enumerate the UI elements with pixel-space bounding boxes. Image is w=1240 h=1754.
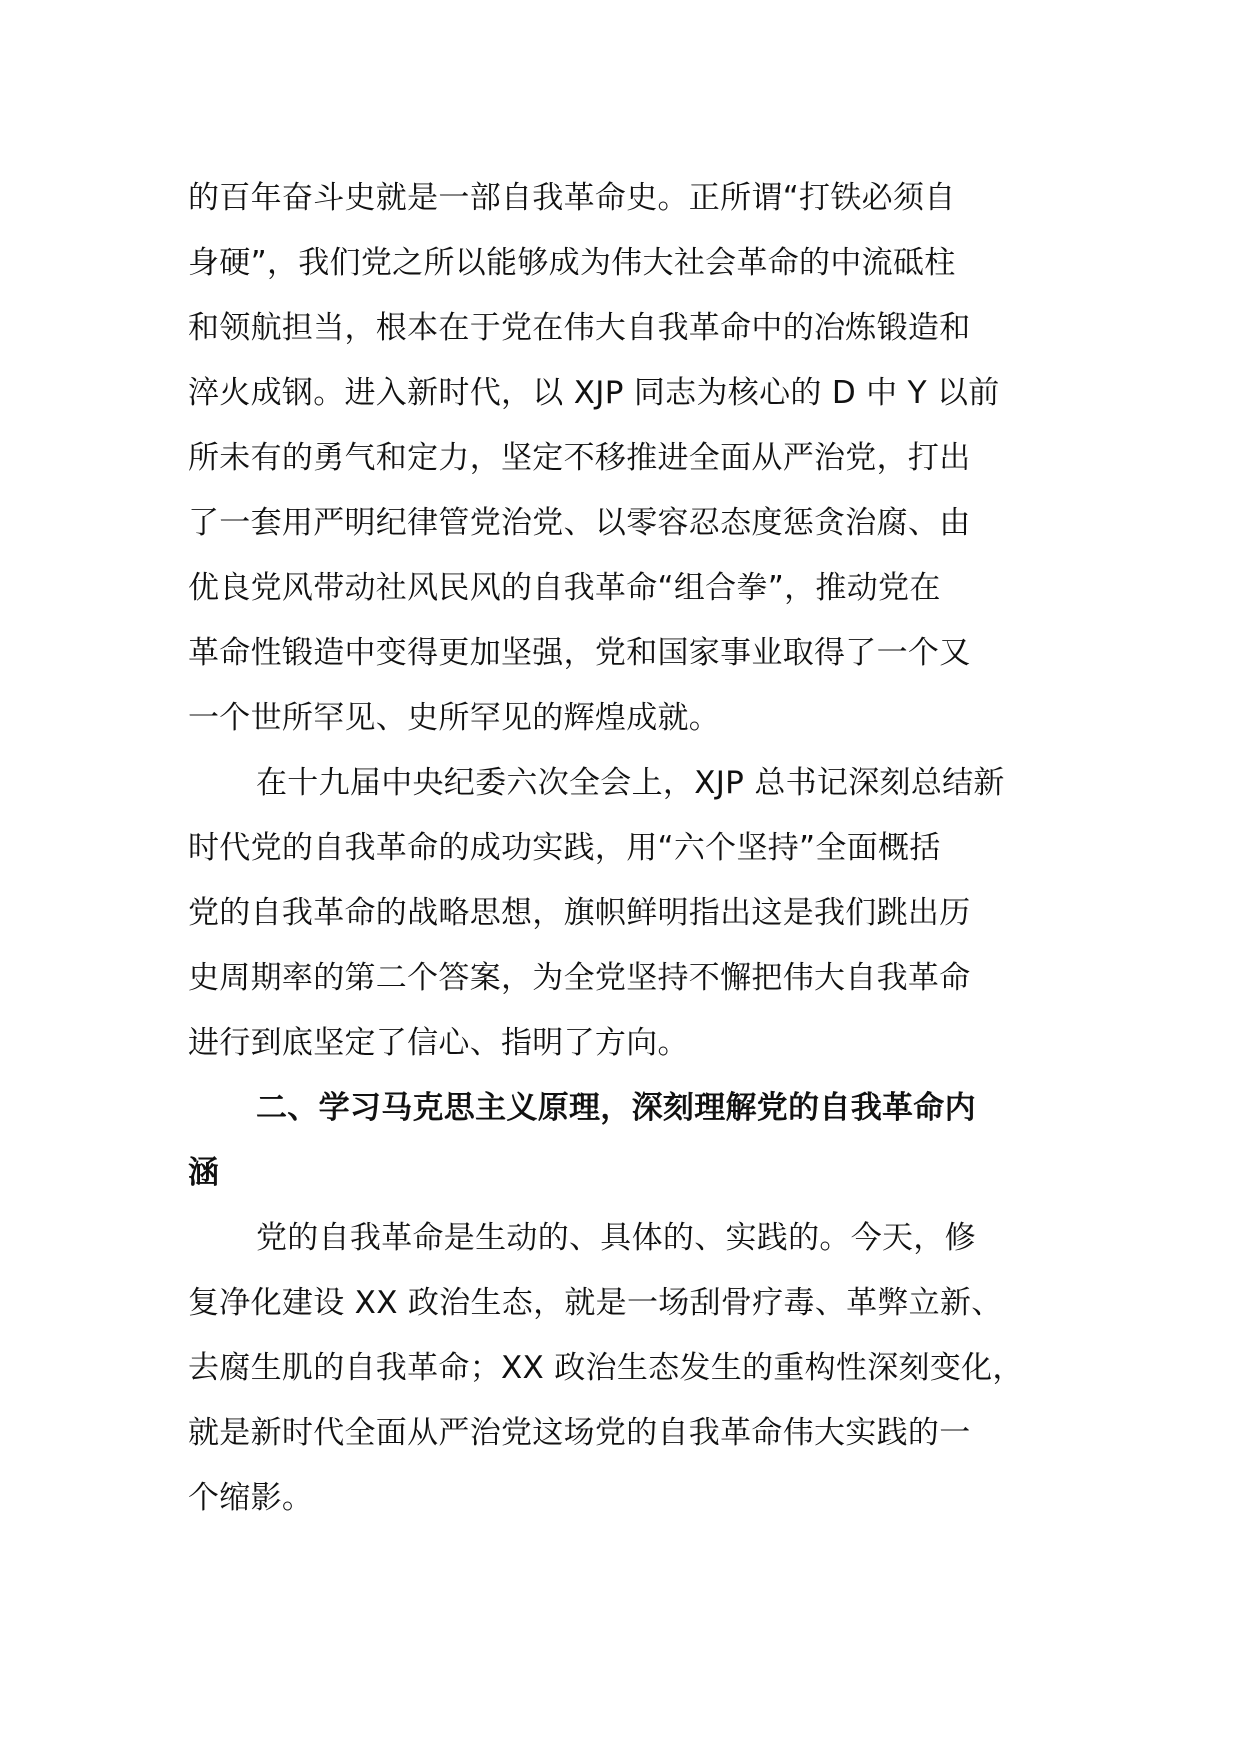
- text-line: 一个世所罕见、史所罕见的辉煌成就。: [188, 700, 721, 736]
- section-heading: 二、学习马克思主义原理，深刻理解党的自我革命内: [256, 1090, 976, 1126]
- text-line: 时代党的自我革命的成功实践，用“六个坚持”全面概括: [188, 830, 941, 866]
- text-line: 所未有的勇气和定力，坚定不移推进全面从严治党，打出: [188, 440, 971, 476]
- text-line: 去腐生肌的自我革命；XX 政治生态发生的重构性深刻变化，: [188, 1350, 1024, 1386]
- text-line: 了一套用严明纪律管党治党、以零容忍态度惩贪治腐、由: [188, 505, 971, 541]
- document-body: [188, 166, 1068, 1531]
- text-line: 复净化建设 XX 政治生态，就是一场刮骨疗毒、革弊立新、: [188, 1285, 1003, 1321]
- section-heading-continuation: 涵: [188, 1155, 220, 1191]
- paragraph-first-line: 党的自我革命是生动的、具体的、实践的。今天，修: [256, 1220, 976, 1256]
- text-line: 就是新时代全面从严治党这场党的自我革命伟大实践的一: [188, 1415, 971, 1451]
- text-line: 个缩影。: [188, 1480, 314, 1516]
- text-line: 淬火成钢。进入新时代，以 XJP 同志为核心的 D 中 Y 以前: [188, 375, 1000, 411]
- text-line: 党的自我革命的战略思想，旗帜鲜明指出这是我们跳出历: [188, 895, 971, 931]
- text-line: 进行到底坚定了信心、指明了方向。: [188, 1025, 689, 1061]
- text-line: 身硬”，我们党之所以能够成为伟大社会革命的中流砥柱: [188, 245, 956, 281]
- text-line: 的百年奋斗史就是一部自我革命史。正所谓“打铁必须自: [188, 180, 956, 216]
- paragraph-first-line: 在十九届中央纪委六次全会上，XJP 总书记深刻总结新: [256, 765, 1005, 801]
- text-line: 和领航担当，根本在于党在伟大自我革命中的冶炼锻造和: [188, 310, 971, 346]
- text-line: 史周期率的第二个答案，为全党坚持不懈把伟大自我革命: [188, 960, 971, 996]
- text-line: 革命性锻造中变得更加坚强，党和国家事业取得了一个又: [188, 635, 971, 671]
- text-line: 优良党风带动社风民风的自我革命“组合拳”，推动党在: [188, 570, 941, 606]
